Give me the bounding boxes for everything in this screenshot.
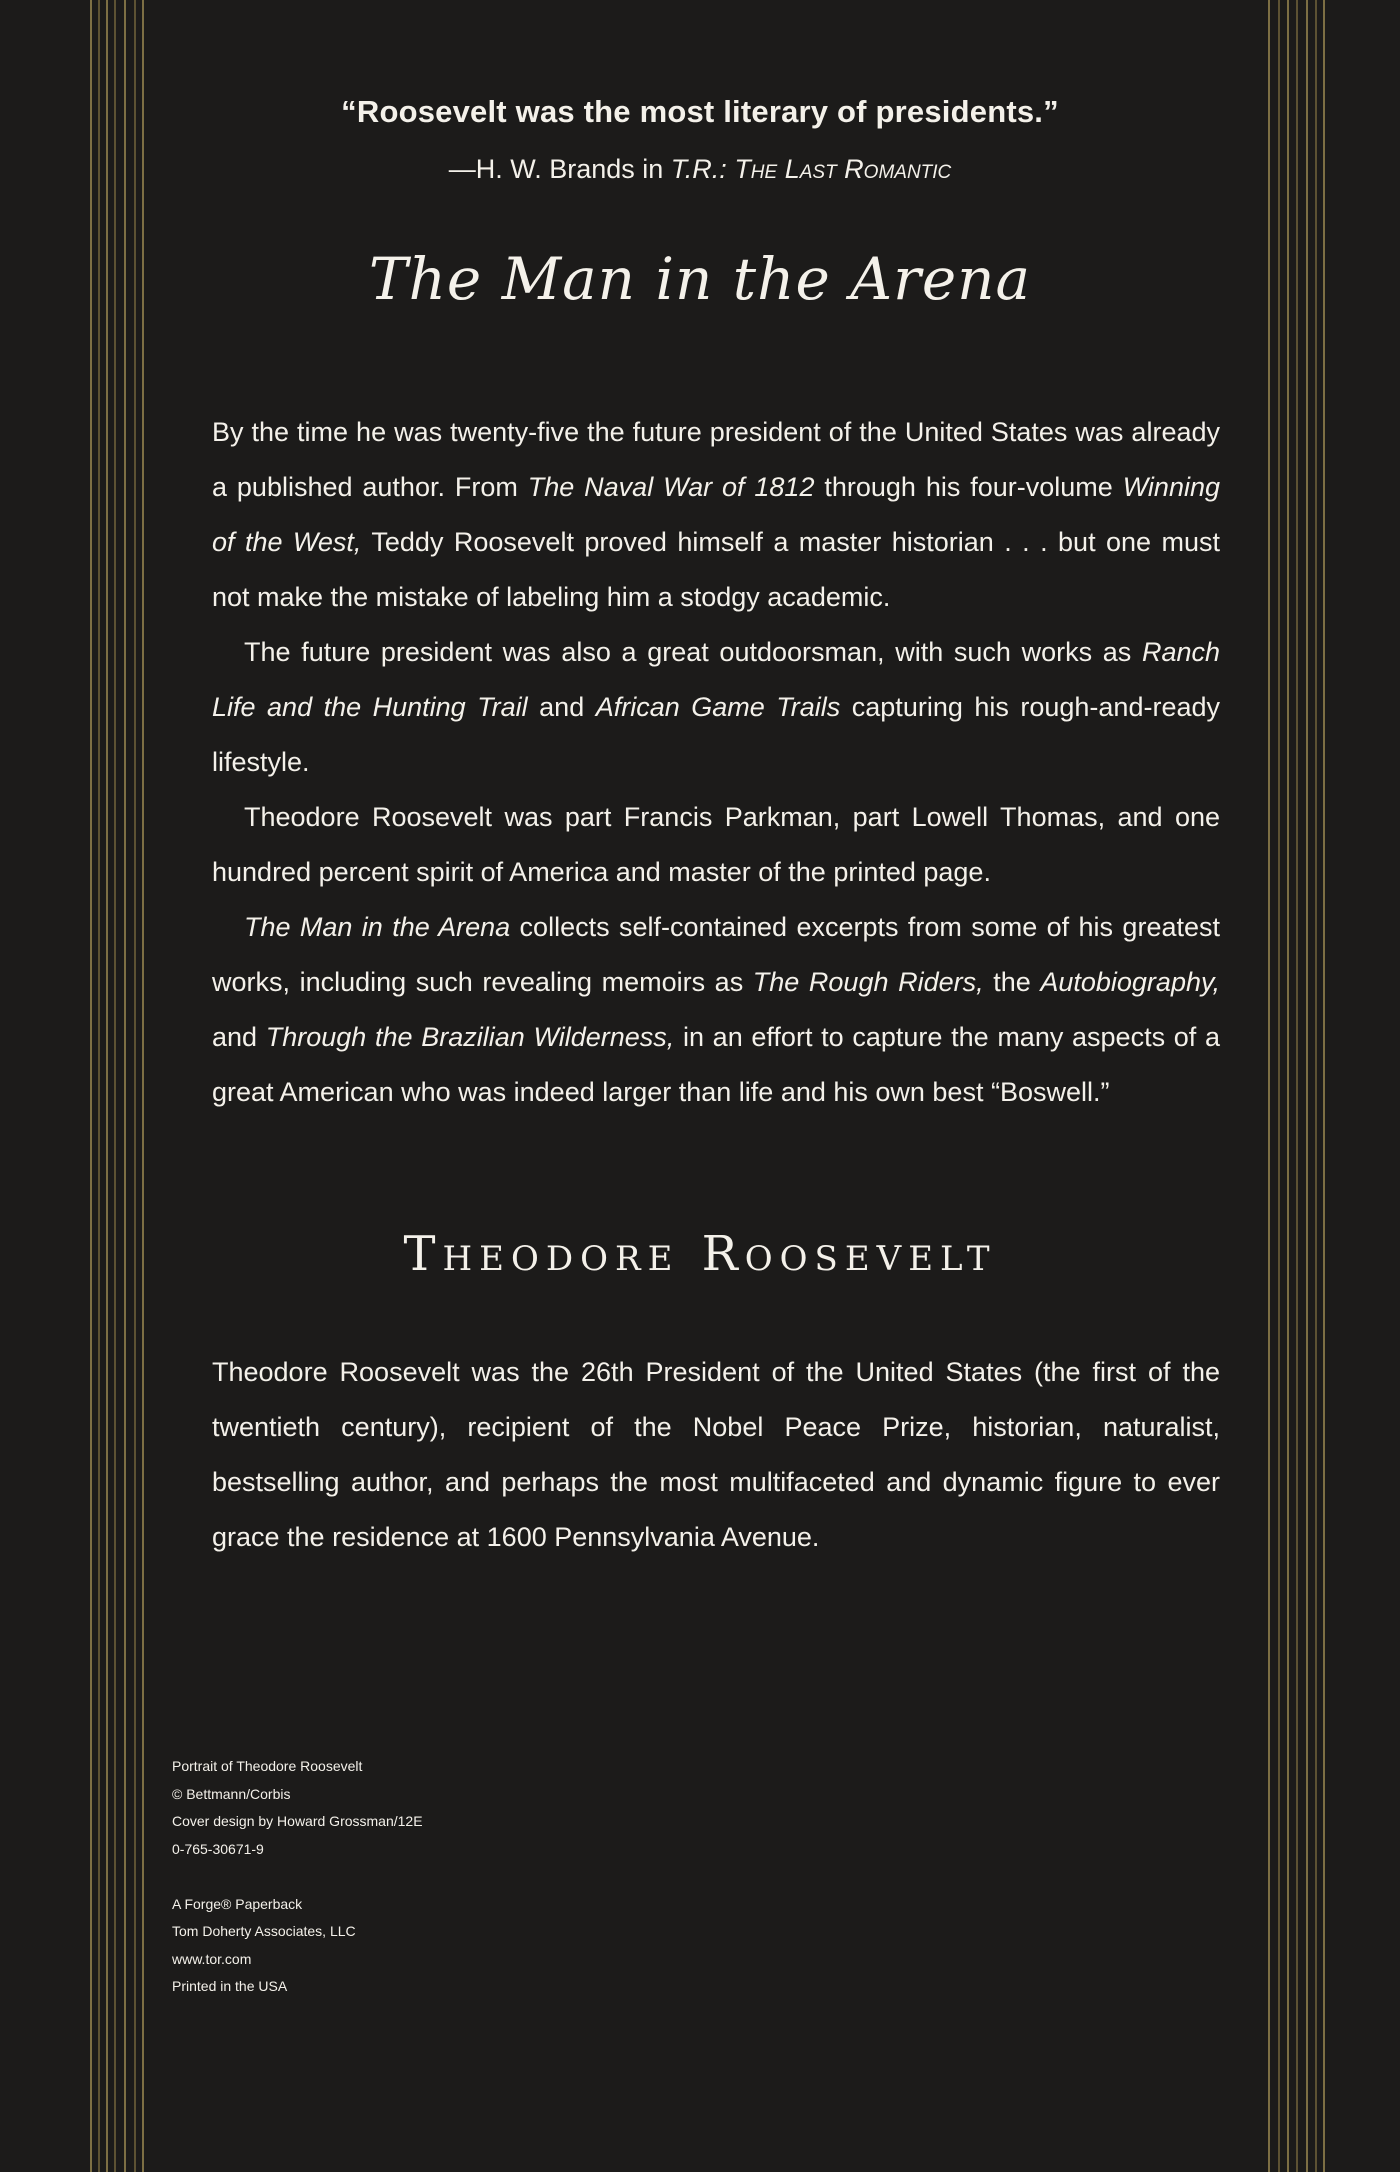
desc-text: and bbox=[527, 692, 596, 722]
pull-quote: “Roosevelt was the most literary of presidents.” bbox=[341, 94, 1059, 129]
credit-copyright: © Bettmann/Corbis bbox=[172, 1785, 291, 1802]
book-description bbox=[212, 405, 1220, 1120]
attribution-subtitle: The Last Romantic bbox=[734, 154, 952, 184]
credit-website: www.tor.com bbox=[172, 1950, 252, 1967]
quote-attribution bbox=[0, 154, 1400, 185]
credits-spacer bbox=[172, 1863, 592, 1891]
book-reference: The Rough Riders, bbox=[752, 967, 984, 997]
book-reference: Autobiography, bbox=[1040, 967, 1220, 997]
author-bio-paragraph: Theodore Roosevelt was the 26th President of the United States (the first of the twentieth century), recipient of the Nobel Peace Prize, historian, naturalist, bestselling author, and perhaps the most multifaceted and dynamic figure to ever grace the residence at 1600 Pennsylvania Avenue. bbox=[212, 1357, 1220, 1552]
attribution-prefix: —H. W. Brands in bbox=[448, 154, 671, 184]
desc-text: the bbox=[983, 967, 1041, 997]
credit-portrait: Portrait of Theodore Roosevelt bbox=[172, 1758, 363, 1774]
attribution-book: T.R.: bbox=[670, 154, 735, 184]
desc-text: capturing his rough-and-ready lifestyle. bbox=[212, 692, 1220, 777]
credit-cover-design: Cover design by Howard Grossman/12E bbox=[172, 1813, 423, 1829]
desc-text: By the time he was twenty-five the future president of the United States was already a published author. From bbox=[212, 417, 1220, 502]
desc-text: in an effort to capture the many aspects of a great American who was indeed larger than life and his own best “Boswell.” bbox=[212, 1022, 1220, 1107]
book-title: The Man in the Arena bbox=[368, 245, 1032, 313]
book-reference: Through the Brazilian Wilderness, bbox=[265, 1022, 675, 1052]
description-paragraph-3: Theodore Roosevelt was part Francis Parkman, part Lowell Thomas, and one hundred percent spirit of America and master of the printed page. bbox=[212, 802, 1220, 887]
desc-text: The future president was also a great outdoorsman, with such works as bbox=[244, 637, 1142, 667]
credit-imprint: A Forge® Paperback bbox=[172, 1895, 303, 1912]
credit-publisher: Tom Doherty Associates, LLC bbox=[172, 1923, 356, 1939]
desc-text: Teddy Roosevelt proved himself a master historian . . . but one must not make the mistake of labeling him a stodgy academic. bbox=[212, 527, 1221, 612]
desc-text: through his four-volume bbox=[814, 472, 1123, 502]
desc-text: and bbox=[212, 1022, 266, 1052]
author-bio bbox=[212, 1345, 1220, 1565]
book-reference: Winning of the West, bbox=[212, 472, 1220, 557]
desc-text: collects self-contained excerpts from some of his greatest works, including such revealing memoirs as bbox=[212, 912, 1220, 997]
credit-printed: Printed in the USA bbox=[172, 1978, 288, 1994]
book-reference: The Man in the Arena bbox=[244, 912, 511, 942]
cover-credits bbox=[172, 1753, 592, 2001]
description-paragraph-2 bbox=[212, 625, 1220, 790]
book-reference: Ranch Life and the Hunting Trail bbox=[212, 637, 1220, 722]
book-reference: The Naval War of 1812 bbox=[527, 472, 815, 502]
description-paragraph-4 bbox=[212, 900, 1220, 1120]
description-paragraph-1 bbox=[212, 405, 1220, 625]
credit-isbn: 0-765-30671-9 bbox=[172, 1840, 264, 1857]
book-reference: African Game Trails bbox=[595, 692, 841, 722]
author-name-heading: Theodore Roosevelt bbox=[403, 1226, 997, 1282]
